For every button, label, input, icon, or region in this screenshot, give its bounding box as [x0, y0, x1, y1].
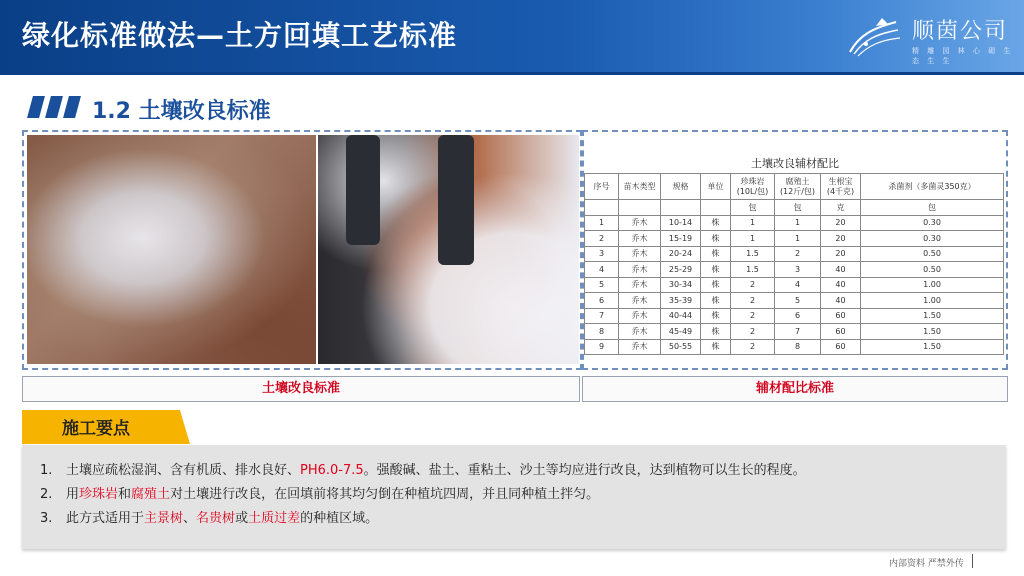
table-row — [585, 293, 1004, 309]
note-item — [40, 483, 599, 502]
note-text: 此方式适用于 — [66, 511, 145, 526]
note-text: 或 — [235, 511, 249, 526]
table-cell: 乔木 — [619, 339, 661, 355]
footer-divider — [972, 554, 973, 568]
table-cell: 40 — [821, 293, 861, 309]
header-bar — [0, 0, 1024, 72]
table-title: 土壤改良辅材配比 — [751, 157, 839, 170]
table-unit-cell — [661, 200, 701, 216]
company-slogan: 精 雕 园 林 心 砌 生 态 生 生 — [912, 47, 1014, 65]
notes-tag-label: 施工要点 — [62, 419, 130, 439]
soil-backfill-photo — [318, 135, 579, 364]
company-logo-icon — [846, 14, 904, 58]
note-item — [40, 507, 378, 526]
header-divider — [0, 72, 1024, 75]
table-cell: 乔木 — [619, 231, 661, 247]
table-header-cell: 杀菌剂（多菌灵350克） — [861, 174, 1004, 200]
table-cell: 株 — [701, 339, 731, 355]
note-text: 的种植区域。 — [300, 511, 379, 526]
note-text: 对土壤进行改良，在回填前将其均匀倒在种植坑四周，并且同种植土拌匀。 — [170, 487, 600, 502]
mix-ratio-table — [584, 173, 1004, 355]
table-row — [585, 231, 1004, 247]
table-cell: 1.00 — [861, 277, 1004, 293]
table-row — [585, 308, 1004, 324]
table-cell: 1 — [585, 215, 619, 231]
note-number: 3. — [40, 511, 53, 526]
table-header-cell: 规格 — [661, 174, 701, 200]
table-cell: 20 — [821, 215, 861, 231]
table-cell: 株 — [701, 324, 731, 340]
table-cell: 9 — [585, 339, 619, 355]
table-cell: 6 — [585, 293, 619, 309]
table-cell: 40-44 — [661, 308, 701, 324]
table-cell: 60 — [821, 324, 861, 340]
table-row — [585, 324, 1004, 340]
worker-leg — [346, 135, 380, 245]
section-marker-icon — [26, 96, 82, 118]
table-unit-cell: 克 — [821, 200, 861, 216]
table-unit-cell: 包 — [861, 200, 1004, 216]
table-cell: 0.50 — [861, 262, 1004, 278]
table-cell: 1.5 — [731, 246, 775, 262]
table-cell: 0.30 — [861, 231, 1004, 247]
table-cell: 4 — [585, 262, 619, 278]
table-header-cell: 序号 — [585, 174, 619, 200]
table-cell: 1 — [731, 215, 775, 231]
table-cell: 4 — [775, 277, 821, 293]
table-row — [585, 339, 1004, 355]
table-cell: 3 — [585, 246, 619, 262]
table-row — [585, 215, 1004, 231]
table-cell: 3 — [775, 262, 821, 278]
table-cell: 8 — [585, 324, 619, 340]
note-text: 、 — [183, 511, 197, 526]
table-cell: 乔木 — [619, 262, 661, 278]
section-title: 1.2 土壤改良标准 — [92, 99, 271, 124]
table-cell: 株 — [701, 231, 731, 247]
table-cell: 25-29 — [661, 262, 701, 278]
table-row — [585, 277, 1004, 293]
table-cell: 40 — [821, 277, 861, 293]
table-cell: 乔木 — [619, 215, 661, 231]
table-cell: 60 — [821, 308, 861, 324]
table-unit-cell — [619, 200, 661, 216]
table-cell: 45-49 — [661, 324, 701, 340]
table-cell: 35-39 — [661, 293, 701, 309]
table-unit-cell — [701, 200, 731, 216]
table-cell: 乔木 — [619, 277, 661, 293]
table-cell: 2 — [731, 277, 775, 293]
table-cell: 0.50 — [861, 246, 1004, 262]
table-header-cell: 腐殖土 (12斤/包) — [775, 174, 821, 200]
table-cell: 7 — [585, 308, 619, 324]
table-cell: 20 — [821, 231, 861, 247]
table-cell: 1.50 — [861, 324, 1004, 340]
table-header-cell: 单位 — [701, 174, 731, 200]
table-cell: 20-24 — [661, 246, 701, 262]
table-cell: 5 — [775, 293, 821, 309]
table-header-cell: 珍珠岩 (10L/包) — [731, 174, 775, 200]
table-cell: 株 — [701, 277, 731, 293]
table-cell: 株 — [701, 246, 731, 262]
table-cell: 15-19 — [661, 231, 701, 247]
note-text: 和 — [118, 487, 132, 502]
table-cell: 2 — [775, 246, 821, 262]
table-cell: 1 — [731, 231, 775, 247]
note-text: 土壤应疏松湿润、含有机质、排水良好、 — [66, 463, 301, 478]
table-cell: 40 — [821, 262, 861, 278]
table-cell: 2 — [731, 324, 775, 340]
note-text: 用 — [66, 487, 80, 502]
mix-ratio-table-image — [584, 135, 1006, 364]
table-cell: 株 — [701, 308, 731, 324]
table-cell: 7 — [775, 324, 821, 340]
table-cell: 1 — [775, 215, 821, 231]
table-cell: 60 — [821, 339, 861, 355]
caption-soil-standard: 土壤改良标准 — [22, 376, 580, 402]
table-cell: 乔木 — [619, 293, 661, 309]
table-cell: 1.5 — [731, 262, 775, 278]
table-cell: 20 — [821, 246, 861, 262]
company-name: 顺茵公司 — [912, 19, 1009, 44]
table-cell: 乔木 — [619, 246, 661, 262]
table-header-cell: 生根宝 (4千克) — [821, 174, 861, 200]
table-cell: 1.00 — [861, 293, 1004, 309]
table-cell: 2 — [585, 231, 619, 247]
table-unit-cell — [585, 200, 619, 216]
note-highlight: 主景树 — [144, 511, 184, 526]
table-cell: 乔木 — [619, 324, 661, 340]
note-highlight: 腐殖土 — [131, 487, 171, 502]
table-unit-cell: 包 — [775, 200, 821, 216]
table-cell: 株 — [701, 215, 731, 231]
table-cell: 10-14 — [661, 215, 701, 231]
table-row — [585, 262, 1004, 278]
table-header-cell: 苗木类型 — [619, 174, 661, 200]
table-cell: 50-55 — [661, 339, 701, 355]
table-cell: 8 — [775, 339, 821, 355]
table-cell: 5 — [585, 277, 619, 293]
soil-mix-photo — [27, 135, 316, 364]
note-number: 1. — [40, 463, 53, 478]
note-highlight: 珍珠岩 — [79, 487, 119, 502]
table-cell: 乔木 — [619, 308, 661, 324]
table-cell: 0.30 — [861, 215, 1004, 231]
note-highlight: 土质过差 — [248, 511, 301, 526]
table-cell: 1 — [775, 231, 821, 247]
table-cell: 1.50 — [861, 308, 1004, 324]
note-text: 。强酸碱、盐土、重粘土、沙土等均应进行改良，达到植物可以生长的程度。 — [363, 463, 806, 478]
worker-leg — [438, 135, 474, 265]
table-cell: 2 — [731, 308, 775, 324]
table-row — [585, 246, 1004, 262]
table-unit-cell: 包 — [731, 200, 775, 216]
note-highlight: PH6.0-7.5 — [300, 463, 364, 478]
page-title: 绿化标准做法—土方回填工艺标准 — [22, 19, 458, 52]
table-cell: 2 — [731, 293, 775, 309]
table-cell: 2 — [731, 339, 775, 355]
footer-confidential: 内部资料 严禁外传 — [889, 559, 964, 569]
table-cell: 1.50 — [861, 339, 1004, 355]
table-cell: 6 — [775, 308, 821, 324]
table-cell: 株 — [701, 262, 731, 278]
note-number: 2. — [40, 487, 53, 502]
caption-mix-standard: 辅材配比标准 — [582, 376, 1008, 402]
table-cell: 株 — [701, 293, 731, 309]
note-item — [40, 459, 806, 478]
table-cell: 30-34 — [661, 277, 701, 293]
note-highlight: 名贵树 — [196, 511, 236, 526]
